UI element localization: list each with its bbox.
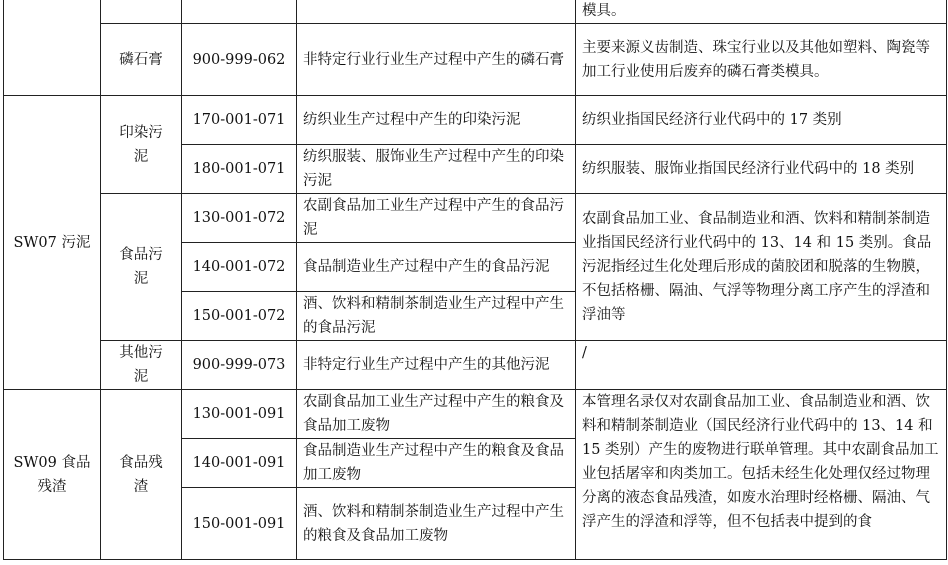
subcategory-cell: 磷石膏 [101,24,182,96]
subcategory-cell: 食品污泥 [101,194,182,341]
code-cell: 170-001-071 [182,96,297,145]
table-row [4,96,947,145]
table-row [4,194,947,243]
code-cell: 130-001-072 [182,194,297,243]
description-cell: 纺织业生产过程中产生的印染污泥 [297,96,576,145]
code-cell: 150-001-091 [182,488,297,560]
table-cell [4,0,101,96]
code-cell: 900-999-073 [182,341,297,390]
code-cell: 140-001-072 [182,243,297,292]
waste-catalog-table [3,0,947,560]
note-cell: / [576,341,947,390]
note-cell: 模具。 [576,0,947,24]
description-cell: 酒、饮料和精制茶制造业生产过程中产生的食品污泥 [297,292,576,341]
description-cell: 食品制造业生产过程中产生的粮食及食品加工废物 [297,439,576,488]
code-cell: 900-999-062 [182,24,297,96]
note-cell: 农副食品加工业、食品制造业和酒、饮料和精制茶制造业指国民经济行业代码中的 13、14 和 15 类别。食品污泥指经过生化处理后形成的菌胶团和脱落的生物膜，不包括格栅、隔油、气浮等物理分离工序产生的浮渣和浮油等 [576,194,947,341]
note-cell: 纺织业指国民经济行业代码中的 17 类别 [576,96,947,145]
category-cell: SW07 污泥 [4,96,101,390]
note-cell: 纺织服装、服饰业指国民经济行业代码中的 18 类别 [576,145,947,194]
table-row [4,0,947,24]
code-cell: 180-001-071 [182,145,297,194]
table-row [4,24,947,96]
description-cell: 食品制造业生产过程中产生的食品污泥 [297,243,576,292]
description-cell: 非特定行业行业生产过程中产生的磷石膏 [297,24,576,96]
description-cell: 非特定行业生产过程中产生的其他污泥 [297,341,576,390]
code-cell: 130-001-091 [182,390,297,439]
category-cell: SW09 食品残渣 [4,390,101,560]
table-row [4,390,947,439]
description-cell: 农副食品加工业生产过程中产生的食品污泥 [297,194,576,243]
note-cell: 本管理名录仅对农副食品加工业、食品制造业和酒、饮料和精制茶制造业（国民经济行业代码中的 13、14 和 15 类别）产生的废物进行联单管理。其中农副食品加工业包括屠宰和肉类加工。包括未经生化处理仅经过物理分离的液态食品残渣，如废水治理时经格栅、隔油、气浮产生的浮渣和浮等，但不包括表中提到的食 [576,390,947,560]
description-cell: 农副食品加工业生产过程中产生的粮食及食品加工废物 [297,390,576,439]
description-cell: 纺织服装、服饰业生产过程中产生的印染污泥 [297,145,576,194]
table-cell [101,0,182,24]
subcategory-cell: 食品残渣 [101,390,182,560]
description-cell: 酒、饮料和精制茶制造业生产过程中产生的粮食及食品加工废物 [297,488,576,560]
table-cell [182,0,297,24]
code-cell: 140-001-091 [182,439,297,488]
note-cell: 主要来源义齿制造、珠宝行业以及其他如塑料、陶瓷等加工行业使用后废弃的磷石膏类模具。 [576,24,947,96]
code-cell: 150-001-072 [182,292,297,341]
subcategory-cell: 其他污泥 [101,341,182,390]
subcategory-cell: 印染污泥 [101,96,182,194]
table-row [4,341,947,390]
table-cell [297,0,576,24]
